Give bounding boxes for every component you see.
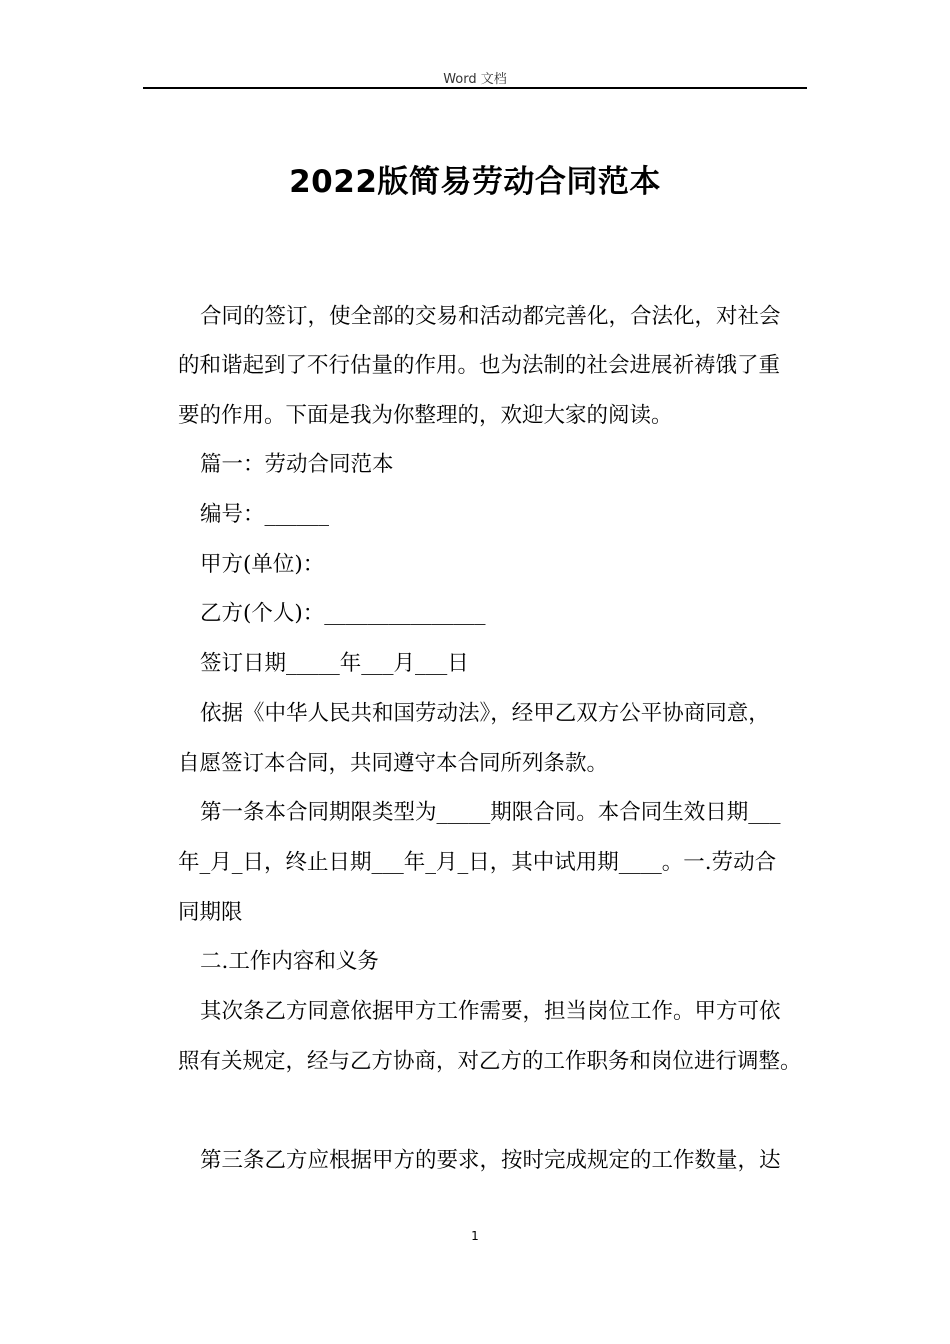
paragraph-line: 编号：______ — [200, 502, 330, 527]
paragraph-line: 乙方(个人)：_______________ — [200, 601, 486, 626]
paragraph-line: 同期限 — [178, 900, 243, 925]
paragraph-line: 依据《中华人民共和国劳动法》，经甲乙双方公平协商同意， — [200, 701, 770, 726]
paragraph-line: 合同的签订，使全部的交易和活动都完善化，合法化，对社会 — [200, 304, 781, 329]
paragraph-line: 照有关规定，经与乙方协商，对乙方的工作职务和岗位进行调整。 — [178, 1049, 802, 1074]
page-header: Word 文档 — [443, 72, 507, 87]
paragraph-line: 第三条乙方应根据甲方的要求，按时完成规定的工作数量，达 — [200, 1148, 781, 1173]
paragraph-line: 自愿签订本合同，共同遵守本合同所列条款。 — [178, 751, 609, 776]
paragraph-line: 要的作用。下面是我为你整理的，欢迎大家的阅读。 — [178, 403, 673, 428]
paragraph-line: 甲方(单位)： — [200, 552, 325, 577]
section-heading: 二.工作内容和义务 — [200, 949, 379, 974]
paragraph-line: 年_月_日，终止日期___年_月_日，其中试用期____。一.劳动合 — [178, 850, 777, 875]
header-divider — [143, 87, 807, 89]
page-number: 1 — [471, 1229, 479, 1243]
paragraph-line: 第一条本合同期限类型为_____期限合同。本合同生效日期___ — [200, 800, 781, 825]
document-title: 2022版简易劳动合同范本 — [289, 164, 661, 200]
section-heading: 篇一：劳动合同范本 — [200, 452, 394, 477]
paragraph-line: 的和谐起到了不行估量的作用。也为法制的社会进展祈祷饿了重 — [178, 353, 781, 378]
paragraph-line: 签订日期_____年___月___日 — [200, 651, 469, 676]
paragraph-line: 其次条乙方同意依据甲方工作需要，担当岗位工作。甲方可依 — [200, 999, 781, 1024]
